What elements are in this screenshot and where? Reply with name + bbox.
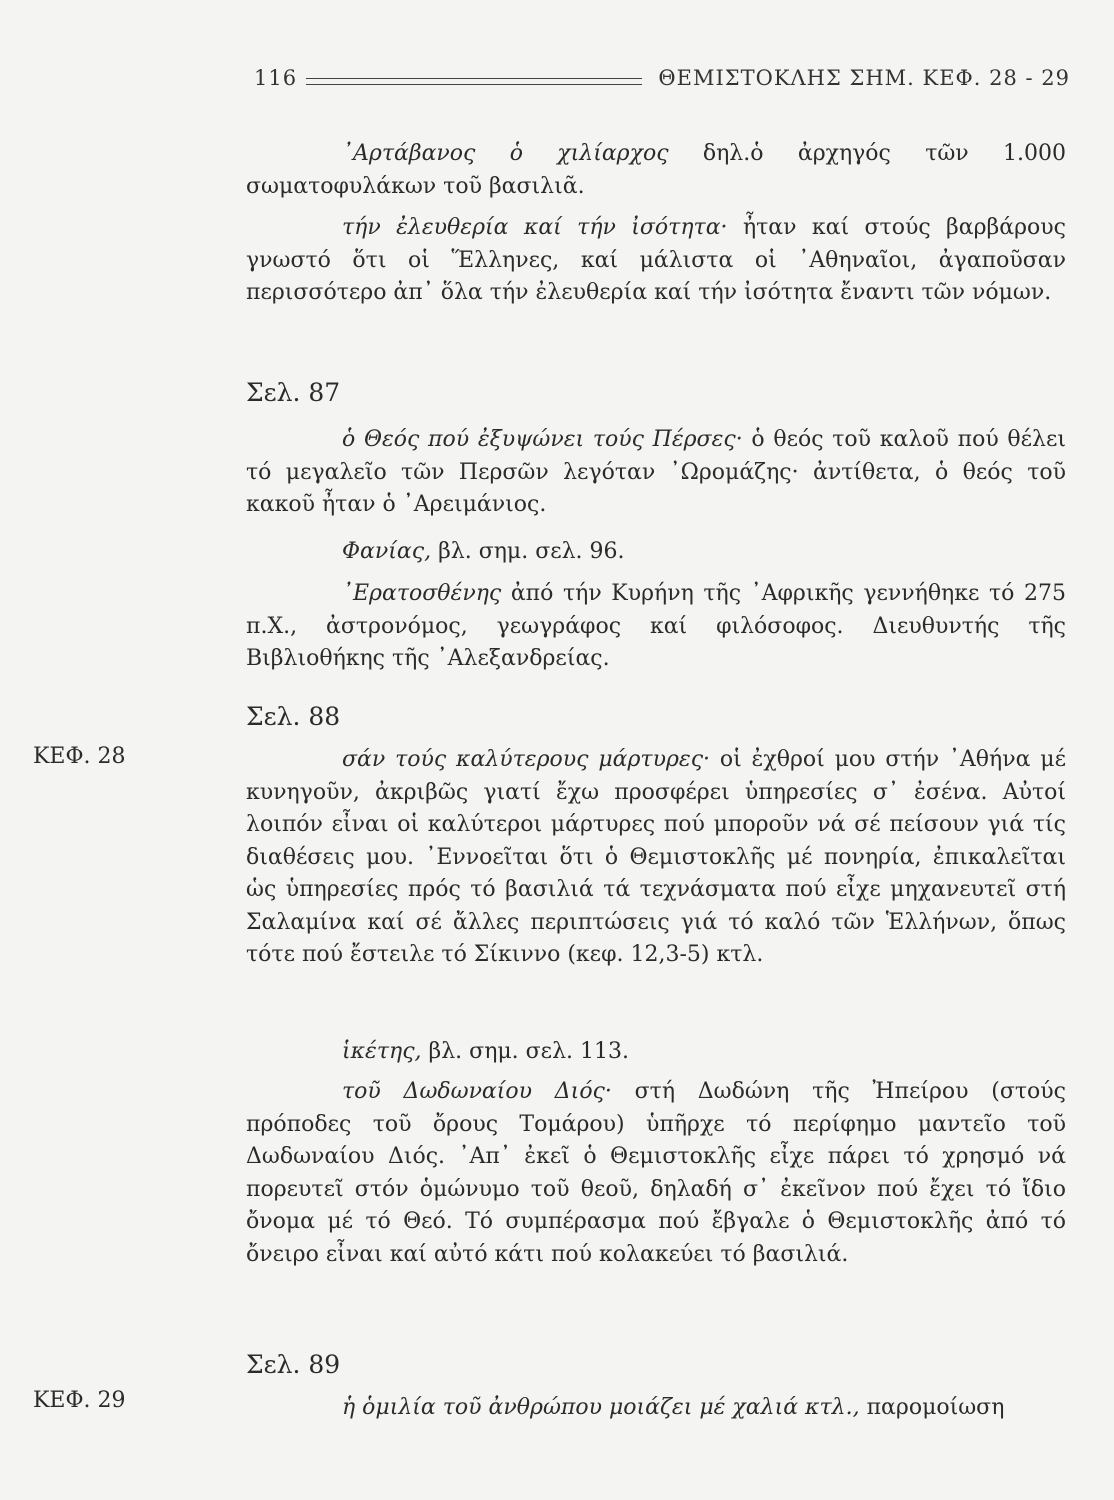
note-term: ὁ Θεός πού ἐξυψώνει τούς Πέρσες· bbox=[342, 427, 743, 452]
note-fanias bbox=[246, 536, 1066, 569]
note-text: ἀπό τήν Κυρήνη τῆς ᾿Αφρικῆς γεννήθηκε τό 275 π.Χ., ἀστρονόμος, γεωγράφος καί φιλόσοφος. Διευθυντής τῆς Βιβλιοθήκης τῆς ᾿Αλεξανδρείας. bbox=[246, 581, 1066, 671]
note-omilia bbox=[246, 1392, 1066, 1425]
note-text: παρομοίωση bbox=[859, 1395, 1005, 1420]
note-artabanos bbox=[246, 138, 1066, 203]
margin-chapter-28: ΚΕΦ. 28 bbox=[33, 744, 126, 769]
note-theos-persai bbox=[246, 424, 1066, 522]
section-heading-sel-87: Σελ. 87 bbox=[246, 378, 341, 407]
note-text: βλ. σημ. σελ. 113. bbox=[421, 1039, 629, 1064]
note-term: ᾿Ερατοσθένης bbox=[342, 581, 502, 606]
page-number: 116 bbox=[254, 66, 298, 90]
note-text: οἱ ἐχθροί μου στήν ᾿Αθήνα μέ κυνηγοῦν, ἀκριβῶς γιατί ἔχω προσφέρει ὑπηρεσίες σ᾿ ἐσένα. Αὐτοί λοιπόν εἶναι οἱ καλύτεροι μάρτυρες πού μποροῦν νά σέ πείσουν γιά τίς διαθέσεις μου. ᾿Εννοεῖται ὅτι ὁ Θεμιστοκλῆς μέ πονηρία, ἐπικαλεῖται ὡς ὑπηρεσίες πρός τό βασιλιά τά τεχνάσματα πού εἶχε μηχανευτεῖ στή Σαλαμίνα καί σέ ἄλλες περιπτώσεις γιά τό καλό τῶν Ἑλλήνων, ὅπως τότε πού ἔστειλε τό Σίκιννο (κεφ. 12,3-5) κτλ. bbox=[246, 747, 1066, 967]
note-term: ἡ ὁμιλία τοῦ ἀνθρώπου μοιάζει μέ χαλιά κτλ., bbox=[342, 1395, 860, 1420]
note-martyres bbox=[246, 744, 1066, 972]
note-text: ἦταν καί στούς βαρβάρους γνωστό ὅτι οἱ Ἕλληνες, καί μάλιστα οἱ ᾿Αθηναῖοι, ἀγαποῦσαν περισσότερο ἀπ᾿ ὅλα τήν ἐλευθερία καί τήν ἰσότητα ἔναντι τῶν νόμων. bbox=[246, 215, 1066, 305]
note-text: δηλ.ὁ ἀρχηγός τῶν 1.000 σωματοφυλάκων τοῦ βασιλιᾶ. bbox=[246, 141, 1067, 199]
header-double-rule bbox=[306, 78, 642, 85]
note-term: σάν τούς καλύτερους μάρτυρες· bbox=[342, 747, 711, 772]
note-eleftheria bbox=[246, 212, 1066, 310]
note-term: ἱκέτης, bbox=[342, 1039, 422, 1064]
note-eratosthenis bbox=[246, 578, 1066, 676]
note-iketis bbox=[246, 1036, 1066, 1069]
margin-chapter-29: ΚΕΦ. 29 bbox=[33, 1388, 126, 1413]
note-text: ὁ θεός τοῦ καλοῦ πού θέλει τό μεγαλεῖο τῶν Περσῶν λεγόταν ᾿Ωρομάζης· ἀντίθετα, ὁ θεός τοῦ κακοῦ ἦταν ὁ ᾿Αρειμάνιος. bbox=[246, 427, 1066, 517]
note-text: βλ. σημ. σελ. 96. bbox=[431, 539, 625, 564]
note-term: τοῦ Δωδωναίου Διός· bbox=[342, 1079, 612, 1104]
section-heading-sel-89: Σελ. 89 bbox=[246, 1350, 341, 1379]
note-term: Φανίας, bbox=[342, 539, 432, 564]
note-text: στή Δωδώνη τῆς Ἠπείρου (στούς πρόποδες τοῦ ὄρους Τομάρου) ὑπῆρχε τό περίφημο μαντεῖο τοῦ Δωδωναίου Διός. ᾿Απ᾿ ἐκεῖ ὁ Θεμιστοκλῆς εἶχε πάρει τό χρησμό νά πορευτεῖ στόν ὁμώνυμο τοῦ θεοῦ, δηλαδή σ᾿ ἐκεῖνον πού ἔχει τό ἴδιο ὄνομα μέ τό Θεό. Τό συμπέρασμα πού ἔβγαλε ὁ Θεμιστοκλῆς ἀπό τό ὄνειρο εἶναι καί αὐτό κάτι πού κολακεύει τό βασιλιά. bbox=[246, 1079, 1066, 1267]
note-term: τήν ἐλευθερία καί τήν ἰσότητα· bbox=[342, 215, 728, 240]
running-header bbox=[250, 64, 1070, 96]
running-title: ΘΕΜΙΣΤΟΚΛΗΣ ΣΗΜ. ΚΕΦ. 28 - 29 bbox=[658, 66, 1070, 90]
note-dodonaiou bbox=[246, 1076, 1066, 1271]
note-term: ᾿Αρτάβανος ὁ χιλίαρχος bbox=[342, 141, 669, 166]
section-heading-sel-88: Σελ. 88 bbox=[246, 702, 341, 731]
